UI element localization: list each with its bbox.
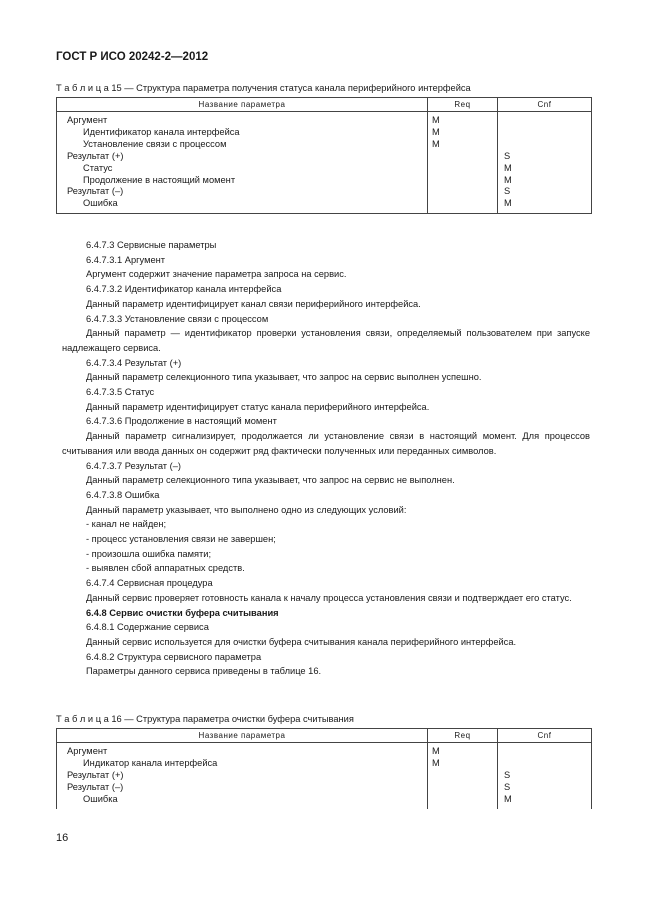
paragraph: Данный параметр указывает, что выполнено одно из следующих условий: xyxy=(86,504,407,515)
table-row-cnf: S xyxy=(504,781,511,792)
table-row-name: Результат (+) xyxy=(67,769,124,780)
table-row-req: M xyxy=(432,757,440,768)
table-16-req-column xyxy=(428,743,498,809)
table-row-cnf: S xyxy=(504,186,511,197)
table-16-header-req: Req xyxy=(428,729,498,743)
table-16-header-name: Название параметра xyxy=(57,729,428,743)
table-row-name: Результат (+) xyxy=(67,150,124,161)
list-item: - выявлен сбой аппаратных средств. xyxy=(86,563,245,574)
section-heading: 6.4.7.3.3 Установление связи с процессом xyxy=(86,313,269,324)
section-heading: 6.4.7.4 Сервисная процедура xyxy=(86,578,213,589)
section-heading: 6.4.7.3.5 Статус xyxy=(86,387,155,398)
table-row-cnf: S xyxy=(504,769,511,780)
section-heading: 6.4.7.3.7 Результат (–) xyxy=(86,460,181,471)
paragraph: Данный параметр идентифицирует статус канала периферийного интерфейса. xyxy=(86,401,430,412)
table-row-name: Аргумент xyxy=(67,746,108,756)
table-row-req: M xyxy=(432,115,440,125)
paragraph: Аргумент содержит значение параметра запроса на сервис. xyxy=(86,269,347,280)
table-row-cnf: M xyxy=(504,162,512,173)
body-text xyxy=(62,238,590,679)
table-16-name-column xyxy=(57,743,428,809)
paragraph: Данный параметр селекционного типа указывает, что запрос на сервис не выполнен. xyxy=(86,475,455,486)
table-row-req: M xyxy=(432,746,440,756)
table-row-cnf: M xyxy=(504,793,512,804)
table-row-name: Результат (–) xyxy=(67,186,124,197)
section-heading: 6.4.7.3 Сервисные параметры xyxy=(86,240,217,250)
list-item: - произошла ошибка памяти; xyxy=(86,548,212,559)
table-row-name: Результат (–) xyxy=(67,781,124,792)
page-number: 16 xyxy=(56,832,69,844)
section-heading: 6.4.7.3.6 Продолжение в настоящий момент xyxy=(86,416,277,427)
table-15-caption: Т а б л и ц а 15 — Структура параметра получения статуса канала периферийного интерфейса xyxy=(56,83,471,93)
table-15-name-column xyxy=(57,112,428,214)
paragraph: Данный параметр сигнализирует, продолжается ли установление связи в настоящий момент. Для процессов считывания или ввода данных он содержит ряд фактически полученных или переданных символов. xyxy=(62,431,590,456)
section-heading-bold: 6.4.8 Сервис очистки буфера считывания xyxy=(86,607,279,618)
paragraph: Данный параметр селекционного типа указывает, что запрос на сервис выполнен успешно. xyxy=(86,372,482,383)
table-row-req: M xyxy=(432,138,440,149)
paragraph: Параметры данного сервиса приведены в таблице 16. xyxy=(86,666,322,677)
table-row-name: Продолжение в настоящий момент xyxy=(83,174,236,185)
table-row-name: Ошибка xyxy=(83,198,118,209)
table-15-req-column xyxy=(428,112,498,214)
section-heading: 6.4.7.3.4 Результат (+) xyxy=(86,357,182,368)
table-row-name: Идентификатор канала интерфейса xyxy=(83,126,240,137)
table-15-cnf-column xyxy=(498,112,592,214)
paragraph: Данный параметр идентифицирует канал связи периферийного интерфейса. xyxy=(86,298,421,309)
table-row-req: M xyxy=(432,126,440,137)
list-item: - канал не найден; xyxy=(86,519,167,530)
table-row-name: Ошибка xyxy=(83,793,118,804)
table-16-header-cnf: Cnf xyxy=(498,729,592,743)
table-16 xyxy=(56,728,592,809)
table-15 xyxy=(56,97,592,214)
table-row-name: Аргумент xyxy=(67,115,108,125)
table-15-header-cnf: Cnf xyxy=(498,98,592,112)
section-heading: 6.4.8.1 Содержание сервиса xyxy=(86,622,209,633)
table-row-cnf: M xyxy=(504,198,512,209)
table-16-caption: Т а б л и ц а 16 — Структура параметра очистки буфера считывания xyxy=(56,714,354,724)
table-15-header-name: Название параметра xyxy=(57,98,428,112)
list-item: - процесс установления связи не завершен; xyxy=(86,534,276,545)
table-row-cnf: S xyxy=(504,150,511,161)
section-heading: 6.4.8.2 Структура сервисного параметра xyxy=(86,651,262,662)
table-row-cnf: M xyxy=(504,174,512,185)
section-heading: 6.4.7.3.2 Идентификатор канала интерфейса xyxy=(86,284,282,295)
table-15-header-req: Req xyxy=(428,98,498,112)
paragraph: Данный сервис используется для очистки буфера считывания канала периферийного интерфейса. xyxy=(86,636,517,647)
paragraph: Данный параметр — идентификатор проверки установления связи, определяемый пользователем при запуске надлежащего сервиса. xyxy=(62,328,590,353)
section-heading: 6.4.7.3.1 Аргумент xyxy=(86,254,166,265)
paragraph: Данный сервис проверяет готовность канала к началу процесса установления связи и подтверждает его статус. xyxy=(86,592,572,603)
table-row-name: Индикатор канала интерфейса xyxy=(83,757,218,768)
table-row-name: Статус xyxy=(83,162,113,173)
document-header: ГОСТ Р ИСО 20242-2—2012 xyxy=(56,51,209,63)
table-row-name: Установление связи с процессом xyxy=(83,138,227,149)
section-heading: 6.4.7.3.8 Ошибка xyxy=(86,489,160,500)
table-16-cnf-column xyxy=(498,743,592,809)
